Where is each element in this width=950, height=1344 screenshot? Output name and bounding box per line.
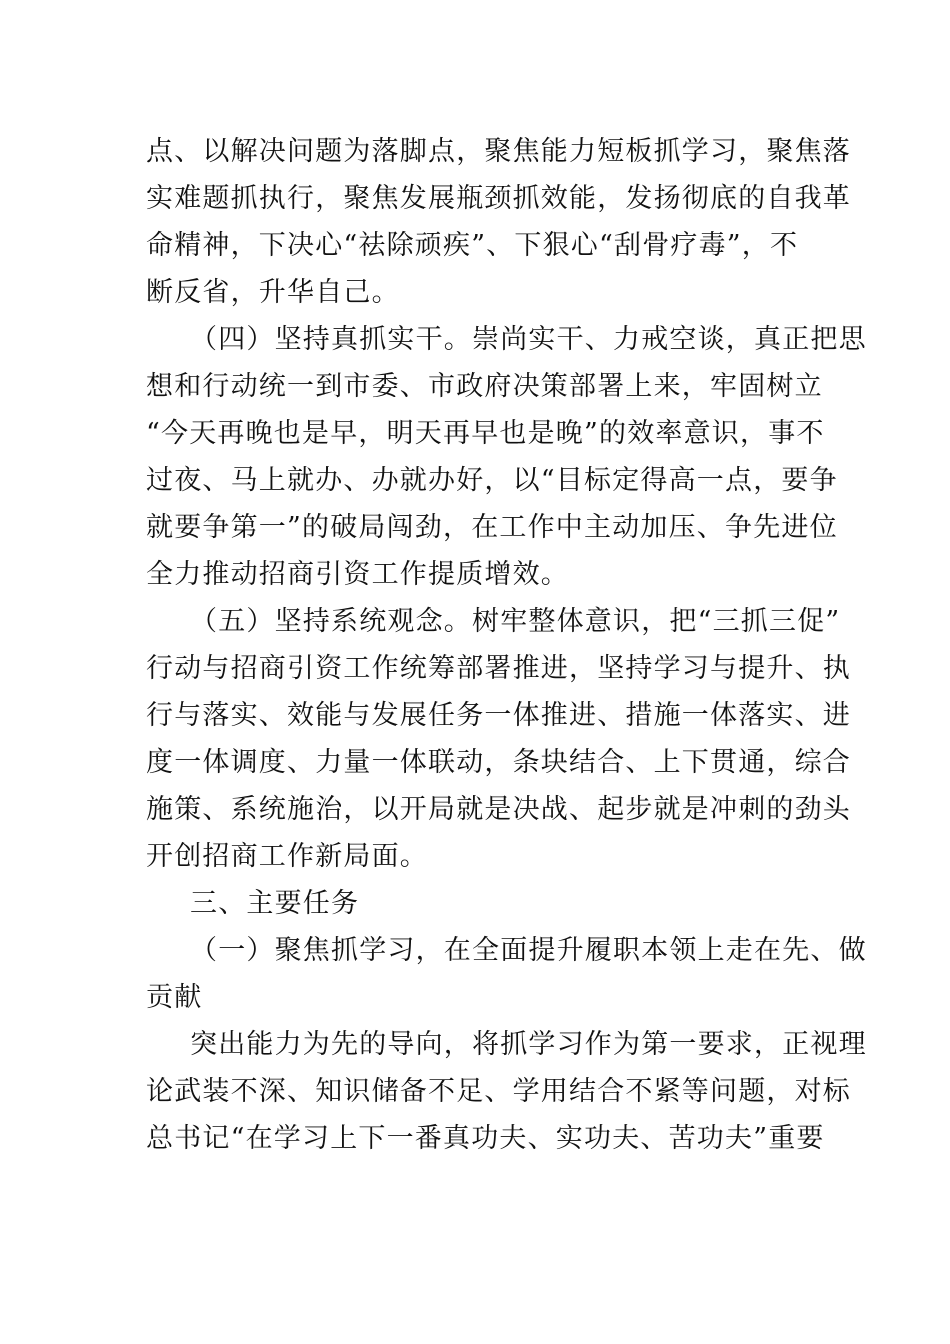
text-line: 行与落实、效能与发展任务一体推进、措施一体落实、进 [146,700,851,731]
text-line: 想和行动统一到市委、市政府决策部署上来，牢固树立 [146,371,823,402]
text-line: 点、以解决问题为落脚点，聚焦能力短板抓学习，聚焦落 [146,136,851,167]
text-line: 行动与招商引资工作统筹部署推进，坚持学习与提升、执 [146,653,851,684]
text-line: 总书记“在学习上下一番真功夫、实功夫、苦功夫”重要 [146,1123,825,1154]
text-line: 过夜、马上就办、办就办好，以“目标定得高一点，要争 [146,465,838,496]
paragraph-heading-5: （五）坚持系统观念。树牢整体意识，把“三抓三促” [190,606,841,637]
text-line: 全力推动招商引资工作提质增效。 [146,559,569,590]
paragraph-heading-4: （四）坚持真抓实干。崇尚实干、力戒空谈，真正把思 [190,324,867,355]
text-line: 贡献 [146,982,203,1013]
text-line: 断反省，升华自己。 [146,277,400,308]
text-line: 实难题抓执行，聚焦发展瓶颈抓效能，发扬彻底的自我革 [146,183,851,214]
section-heading-main-tasks: 三、主要任务 [190,888,360,919]
text-line: 施策、系统施治，以开局就是决战、起步就是冲刺的劲头 [146,794,851,825]
text-line: 论武装不深、知识储备不足、学用结合不紧等问题，对标 [146,1076,851,1107]
subsection-heading-1: （一）聚焦抓学习，在全面提升履职本领上走在先、做 [190,935,867,966]
text-line: 突出能力为先的导向，将抓学习作为第一要求，正视理 [190,1029,867,1060]
text-line: 命精神，下决心“祛除顽疾”、下狠心“刮骨疗毒”，不 [146,230,799,261]
document-body [146,128,867,1162]
text-line: 就要争第一”的破局闯劲，在工作中主动加压、争先进位 [146,512,838,543]
text-line: 度一体调度、力量一体联动，条块结合、上下贯通，综合 [146,747,851,778]
text-line: “今天再晚也是早，明天再早也是晚”的效率意识，事不 [146,418,825,449]
text-line: 开创招商工作新局面。 [146,841,428,872]
